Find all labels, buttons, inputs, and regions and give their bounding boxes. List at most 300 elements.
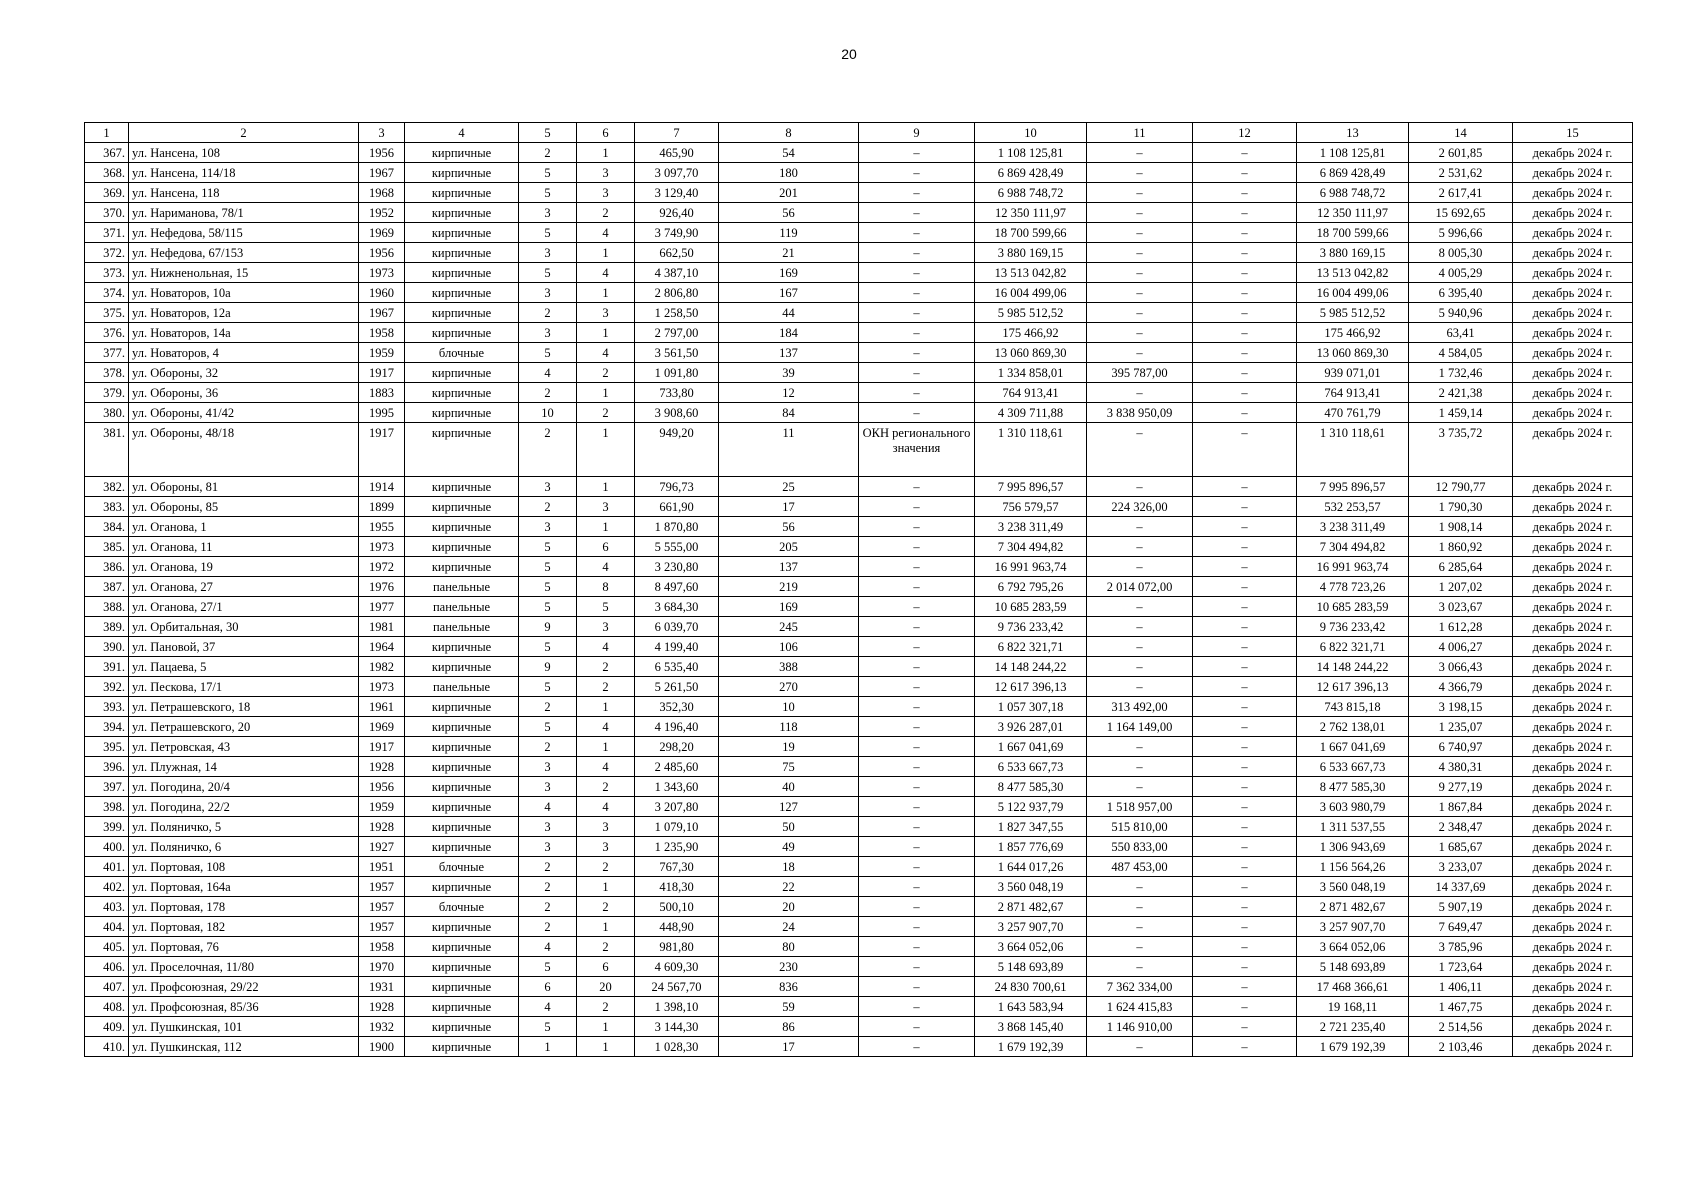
table-cell-col-7: 24 567,70 — [635, 977, 719, 997]
table-cell-col-13: 12 350 111,97 — [1297, 203, 1409, 223]
table-cell-col-2: ул. Нариманова, 78/1 — [129, 203, 359, 223]
table-cell-col-15: декабрь 2024 г. — [1513, 997, 1633, 1017]
table-cell-col-12: – — [1193, 383, 1297, 403]
table-cell-col-2: ул. Петрашевского, 20 — [129, 717, 359, 737]
table-cell-col-15: декабрь 2024 г. — [1513, 343, 1633, 363]
table-cell-col-15: декабрь 2024 г. — [1513, 243, 1633, 263]
table-cell-col-6: 1 — [577, 697, 635, 717]
table-cell-col-7: 298,20 — [635, 737, 719, 757]
table-cell-col-10: 16 004 499,06 — [975, 283, 1087, 303]
table-cell-col-3: 1931 — [359, 977, 405, 997]
table-cell-col-9: – — [859, 403, 975, 423]
table-cell-col-13: 1 679 192,39 — [1297, 1037, 1409, 1057]
table-cell-col-5: 2 — [519, 877, 577, 897]
table-cell-col-14: 2 421,38 — [1409, 383, 1513, 403]
table-cell-col-11: – — [1087, 737, 1193, 757]
table-cell-col-4: кирпичные — [405, 323, 519, 343]
table-cell-col-2: ул. Поляничко, 5 — [129, 817, 359, 837]
table-cell-col-4: кирпичные — [405, 997, 519, 1017]
table-cell-col-10: 3 257 907,70 — [975, 917, 1087, 937]
column-number-7: 7 — [635, 123, 719, 143]
table-cell-col-2: ул. Погодина, 22/2 — [129, 797, 359, 817]
table-cell-col-10: 3 880 169,15 — [975, 243, 1087, 263]
table-cell-col-7: 3 908,60 — [635, 403, 719, 423]
table-cell-col-1: 377. — [85, 343, 129, 363]
table-cell-col-15: декабрь 2024 г. — [1513, 937, 1633, 957]
table-cell-col-6: 3 — [577, 817, 635, 837]
table-cell-col-15: декабрь 2024 г. — [1513, 637, 1633, 657]
table-cell-col-5: 3 — [519, 243, 577, 263]
table-cell-col-7: 1 870,80 — [635, 517, 719, 537]
table-cell-col-6: 2 — [577, 937, 635, 957]
table-cell-col-13: 1 310 118,61 — [1297, 423, 1409, 477]
table-cell-col-11: – — [1087, 303, 1193, 323]
table-cell-col-11: 515 810,00 — [1087, 817, 1193, 837]
table-cell-col-9: – — [859, 677, 975, 697]
table-cell-col-13: 2 871 482,67 — [1297, 897, 1409, 917]
table-cell-col-9: – — [859, 657, 975, 677]
table-cell-col-1: 367. — [85, 143, 129, 163]
table-cell-col-10: 24 830 700,61 — [975, 977, 1087, 997]
table-cell-col-1: 392. — [85, 677, 129, 697]
table-cell-col-5: 4 — [519, 997, 577, 1017]
table-cell-col-6: 4 — [577, 717, 635, 737]
table-cell-col-12: – — [1193, 997, 1297, 1017]
table-cell-col-7: 3 207,80 — [635, 797, 719, 817]
table-cell-col-1: 385. — [85, 537, 129, 557]
table-cell-col-4: блочные — [405, 343, 519, 363]
table-cell-col-4: блочные — [405, 897, 519, 917]
table-cell-col-5: 4 — [519, 797, 577, 817]
table-cell-col-14: 1 723,64 — [1409, 957, 1513, 977]
table-cell-col-11: – — [1087, 477, 1193, 497]
table-cell-col-4: кирпичные — [405, 977, 519, 997]
table-cell-col-2: ул. Новаторов, 14а — [129, 323, 359, 343]
table-cell-col-8: 245 — [719, 617, 859, 637]
table-cell-col-12: – — [1193, 143, 1297, 163]
table-cell-col-7: 2 485,60 — [635, 757, 719, 777]
table-cell-col-1: 399. — [85, 817, 129, 837]
table-cell-col-3: 1973 — [359, 677, 405, 697]
table-cell-col-1: 402. — [85, 877, 129, 897]
table-cell-col-2: ул. Портовая, 76 — [129, 937, 359, 957]
table-cell-col-12: – — [1193, 977, 1297, 997]
table-cell-col-3: 1956 — [359, 143, 405, 163]
table-cell-col-12: – — [1193, 423, 1297, 477]
table-row — [85, 423, 1633, 477]
table-cell-col-12: – — [1193, 937, 1297, 957]
table-cell-col-1: 405. — [85, 937, 129, 957]
table-cell-col-12: – — [1193, 403, 1297, 423]
table-cell-col-2: ул. Обороны, 32 — [129, 363, 359, 383]
table-cell-col-10: 13 513 042,82 — [975, 263, 1087, 283]
table-cell-col-9: – — [859, 323, 975, 343]
table-cell-col-5: 3 — [519, 757, 577, 777]
table-cell-col-9: – — [859, 1037, 975, 1057]
table-cell-col-8: 137 — [719, 557, 859, 577]
table-cell-col-4: кирпичные — [405, 383, 519, 403]
table-cell-col-13: 3 257 907,70 — [1297, 917, 1409, 937]
table-cell-col-2: ул. Орбитальная, 30 — [129, 617, 359, 637]
table-cell-col-9: – — [859, 897, 975, 917]
table-cell-col-14: 15 692,65 — [1409, 203, 1513, 223]
table-cell-col-8: 24 — [719, 917, 859, 937]
table-cell-col-11: 1 164 149,00 — [1087, 717, 1193, 737]
table-cell-col-11: – — [1087, 163, 1193, 183]
table-cell-col-6: 3 — [577, 837, 635, 857]
table-cell-col-15: декабрь 2024 г. — [1513, 617, 1633, 637]
table-cell-col-7: 3 684,30 — [635, 597, 719, 617]
table-cell-col-15: декабрь 2024 г. — [1513, 897, 1633, 917]
table-cell-col-7: 3 097,70 — [635, 163, 719, 183]
table-row — [85, 343, 1633, 363]
table-cell-col-15: декабрь 2024 г. — [1513, 797, 1633, 817]
table-cell-col-3: 1899 — [359, 497, 405, 517]
table-cell-col-10: 3 238 311,49 — [975, 517, 1087, 537]
table-cell-col-3: 1982 — [359, 657, 405, 677]
table-cell-col-9: – — [859, 697, 975, 717]
table-cell-col-2: ул. Пушкинская, 101 — [129, 1017, 359, 1037]
table-cell-col-1: 406. — [85, 957, 129, 977]
table-cell-col-13: 14 148 244,22 — [1297, 657, 1409, 677]
table-cell-col-7: 500,10 — [635, 897, 719, 917]
table-cell-col-15: декабрь 2024 г. — [1513, 143, 1633, 163]
table-cell-col-7: 352,30 — [635, 697, 719, 717]
table-cell-col-5: 3 — [519, 817, 577, 837]
table-cell-col-3: 1995 — [359, 403, 405, 423]
table-cell-col-1: 378. — [85, 363, 129, 383]
table-cell-col-11: 2 014 072,00 — [1087, 577, 1193, 597]
table-cell-col-13: 1 156 564,26 — [1297, 857, 1409, 877]
table-cell-col-15: декабрь 2024 г. — [1513, 657, 1633, 677]
table-cell-col-6: 4 — [577, 757, 635, 777]
table-cell-col-8: 39 — [719, 363, 859, 383]
table-cell-col-8: 119 — [719, 223, 859, 243]
table-cell-col-4: кирпичные — [405, 1037, 519, 1057]
table-cell-col-1: 369. — [85, 183, 129, 203]
table-cell-col-5: 4 — [519, 363, 577, 383]
table-cell-col-2: ул. Новаторов, 10а — [129, 283, 359, 303]
table-cell-col-1: 403. — [85, 897, 129, 917]
table-cell-col-6: 4 — [577, 343, 635, 363]
table-cell-col-10: 1 643 583,94 — [975, 997, 1087, 1017]
table-cell-col-10: 1 108 125,81 — [975, 143, 1087, 163]
table-row — [85, 797, 1633, 817]
table-cell-col-3: 1960 — [359, 283, 405, 303]
table-row — [85, 477, 1633, 497]
table-cell-col-1: 394. — [85, 717, 129, 737]
table-cell-col-8: 17 — [719, 1037, 859, 1057]
table-cell-col-8: 86 — [719, 1017, 859, 1037]
table-cell-col-5: 3 — [519, 837, 577, 857]
table-cell-col-8: 118 — [719, 717, 859, 737]
table-cell-col-2: ул. Нансена, 118 — [129, 183, 359, 203]
table-cell-col-4: кирпичные — [405, 243, 519, 263]
table-cell-col-14: 6 285,64 — [1409, 557, 1513, 577]
table-cell-col-6: 6 — [577, 537, 635, 557]
table-cell-col-9: – — [859, 777, 975, 797]
table-cell-col-8: 219 — [719, 577, 859, 597]
table-cell-col-5: 5 — [519, 717, 577, 737]
table-cell-col-15: декабрь 2024 г. — [1513, 877, 1633, 897]
table-cell-col-4: кирпичные — [405, 657, 519, 677]
table-cell-col-15: декабрь 2024 г. — [1513, 403, 1633, 423]
table-cell-col-6: 2 — [577, 203, 635, 223]
table-cell-col-11: – — [1087, 897, 1193, 917]
table-cell-col-3: 1981 — [359, 617, 405, 637]
table-cell-col-11: – — [1087, 877, 1193, 897]
table-cell-col-4: кирпичные — [405, 837, 519, 857]
table-cell-col-5: 1 — [519, 1037, 577, 1057]
table-cell-col-1: 388. — [85, 597, 129, 617]
table-cell-col-5: 5 — [519, 537, 577, 557]
table-cell-col-3: 1956 — [359, 777, 405, 797]
table-cell-col-8: 20 — [719, 897, 859, 917]
table-cell-col-1: 408. — [85, 997, 129, 1017]
table-cell-col-13: 939 071,01 — [1297, 363, 1409, 383]
table-cell-col-13: 4 778 723,26 — [1297, 577, 1409, 597]
column-number-5: 5 — [519, 123, 577, 143]
table-cell-col-10: 1 310 118,61 — [975, 423, 1087, 477]
table-cell-col-4: кирпичные — [405, 757, 519, 777]
table-cell-col-13: 743 815,18 — [1297, 697, 1409, 717]
table-cell-col-8: 22 — [719, 877, 859, 897]
table-cell-col-9: – — [859, 597, 975, 617]
table-cell-col-3: 1928 — [359, 817, 405, 837]
table-cell-col-2: ул. Обороны, 81 — [129, 477, 359, 497]
table-cell-col-13: 10 685 283,59 — [1297, 597, 1409, 617]
table-cell-col-15: декабрь 2024 г. — [1513, 263, 1633, 283]
table-cell-col-5: 3 — [519, 517, 577, 537]
table-cell-col-8: 836 — [719, 977, 859, 997]
table-cell-col-5: 2 — [519, 737, 577, 757]
table-cell-col-4: кирпичные — [405, 1017, 519, 1037]
table-cell-col-12: – — [1193, 183, 1297, 203]
table-cell-col-1: 374. — [85, 283, 129, 303]
table-cell-col-12: – — [1193, 817, 1297, 837]
table-cell-col-12: – — [1193, 737, 1297, 757]
table-cell-col-8: 184 — [719, 323, 859, 343]
table-cell-col-1: 383. — [85, 497, 129, 517]
table-cell-col-6: 2 — [577, 997, 635, 1017]
table-cell-col-14: 1 612,28 — [1409, 617, 1513, 637]
table-cell-col-9: – — [859, 737, 975, 757]
table-cell-col-14: 1 235,07 — [1409, 717, 1513, 737]
table-cell-col-7: 3 749,90 — [635, 223, 719, 243]
table-cell-col-13: 7 304 494,82 — [1297, 537, 1409, 557]
table-cell-col-14: 3 023,67 — [1409, 597, 1513, 617]
table-cell-col-7: 448,90 — [635, 917, 719, 937]
table-cell-col-13: 5 985 512,52 — [1297, 303, 1409, 323]
table-cell-col-12: – — [1193, 677, 1297, 697]
table-cell-col-12: – — [1193, 363, 1297, 383]
table-cell-col-8: 230 — [719, 957, 859, 977]
table-cell-col-15: декабрь 2024 г. — [1513, 383, 1633, 403]
table-cell-col-5: 5 — [519, 557, 577, 577]
table-cell-col-5: 2 — [519, 383, 577, 403]
table-cell-col-1: 368. — [85, 163, 129, 183]
table-row — [85, 283, 1633, 303]
table-cell-col-11: 1 518 957,00 — [1087, 797, 1193, 817]
table-cell-col-5: 2 — [519, 143, 577, 163]
table-cell-col-2: ул. Оганова, 27/1 — [129, 597, 359, 617]
table-cell-col-9: – — [859, 977, 975, 997]
table-cell-col-15: декабрь 2024 г. — [1513, 477, 1633, 497]
table-cell-col-7: 796,73 — [635, 477, 719, 497]
table-header — [85, 123, 1633, 143]
table-cell-col-15: декабрь 2024 г. — [1513, 757, 1633, 777]
table-cell-col-9: – — [859, 163, 975, 183]
table-cell-col-12: – — [1193, 1037, 1297, 1057]
table-cell-col-2: ул. Пановой, 37 — [129, 637, 359, 657]
table-cell-col-7: 1 235,90 — [635, 837, 719, 857]
table-cell-col-11: 7 362 334,00 — [1087, 977, 1193, 997]
table-row — [85, 657, 1633, 677]
table-cell-col-14: 4 366,79 — [1409, 677, 1513, 697]
table-cell-col-3: 1976 — [359, 577, 405, 597]
table-cell-col-10: 6 792 795,26 — [975, 577, 1087, 597]
table-cell-col-13: 13 513 042,82 — [1297, 263, 1409, 283]
table-cell-col-9: – — [859, 877, 975, 897]
table-cell-col-7: 2 797,00 — [635, 323, 719, 343]
column-number-row — [85, 123, 1633, 143]
table-cell-col-8: 54 — [719, 143, 859, 163]
table-cell-col-1: 409. — [85, 1017, 129, 1037]
column-number-12: 12 — [1193, 123, 1297, 143]
table-cell-col-1: 386. — [85, 557, 129, 577]
table-cell-col-15: декабрь 2024 г. — [1513, 203, 1633, 223]
table-cell-col-14: 1 732,46 — [1409, 363, 1513, 383]
table-cell-col-15: декабрь 2024 г. — [1513, 777, 1633, 797]
table-cell-col-11: – — [1087, 637, 1193, 657]
table-cell-col-10: 1 827 347,55 — [975, 817, 1087, 837]
table-cell-col-8: 49 — [719, 837, 859, 857]
table-cell-col-7: 662,50 — [635, 243, 719, 263]
table-cell-col-14: 4 006,27 — [1409, 637, 1513, 657]
table-cell-col-1: 390. — [85, 637, 129, 657]
table-cell-col-10: 1 644 017,26 — [975, 857, 1087, 877]
table-cell-col-7: 4 387,10 — [635, 263, 719, 283]
table-cell-col-8: 205 — [719, 537, 859, 557]
table-cell-col-9: – — [859, 997, 975, 1017]
table-cell-col-3: 1970 — [359, 957, 405, 977]
table-cell-col-7: 733,80 — [635, 383, 719, 403]
table-cell-col-7: 4 196,40 — [635, 717, 719, 737]
table-cell-col-10: 9 736 233,42 — [975, 617, 1087, 637]
table-cell-col-8: 180 — [719, 163, 859, 183]
table-cell-col-7: 3 144,30 — [635, 1017, 719, 1037]
table-row — [85, 363, 1633, 383]
table-cell-col-3: 1969 — [359, 223, 405, 243]
table-cell-col-11: 550 833,00 — [1087, 837, 1193, 857]
table-cell-col-13: 6 533 667,73 — [1297, 757, 1409, 777]
table-cell-col-3: 1883 — [359, 383, 405, 403]
table-cell-col-4: кирпичные — [405, 423, 519, 477]
table-cell-col-13: 2 762 138,01 — [1297, 717, 1409, 737]
table-cell-col-14: 5 996,66 — [1409, 223, 1513, 243]
column-number-3: 3 — [359, 123, 405, 143]
table-cell-col-11: – — [1087, 617, 1193, 637]
table-cell-col-9: – — [859, 243, 975, 263]
table-row — [85, 163, 1633, 183]
table-cell-col-4: кирпичные — [405, 143, 519, 163]
table-cell-col-4: кирпичные — [405, 403, 519, 423]
table-cell-col-7: 6 039,70 — [635, 617, 719, 637]
table-row — [85, 697, 1633, 717]
table-cell-col-2: ул. Оганова, 1 — [129, 517, 359, 537]
table-cell-col-2: ул. Портовая, 182 — [129, 917, 359, 937]
table-cell-col-7: 6 535,40 — [635, 657, 719, 677]
table-cell-col-14: 1 207,02 — [1409, 577, 1513, 597]
table-cell-col-7: 3 129,40 — [635, 183, 719, 203]
table-cell-col-15: декабрь 2024 г. — [1513, 837, 1633, 857]
table-cell-col-4: кирпичные — [405, 163, 519, 183]
table-cell-col-4: кирпичные — [405, 797, 519, 817]
table-cell-col-4: кирпичные — [405, 957, 519, 977]
column-number-10: 10 — [975, 123, 1087, 143]
table-cell-col-7: 8 497,60 — [635, 577, 719, 597]
table-cell-col-4: кирпичные — [405, 717, 519, 737]
table-cell-col-1: 400. — [85, 837, 129, 857]
table-cell-col-3: 1959 — [359, 343, 405, 363]
table-cell-col-14: 5 940,96 — [1409, 303, 1513, 323]
table-cell-col-14: 1 908,14 — [1409, 517, 1513, 537]
table-cell-col-2: ул. Петровская, 43 — [129, 737, 359, 757]
table-cell-col-10: 6 988 748,72 — [975, 183, 1087, 203]
table-cell-col-1: 397. — [85, 777, 129, 797]
table-cell-col-14: 14 337,69 — [1409, 877, 1513, 897]
table-cell-col-9: – — [859, 637, 975, 657]
table-cell-col-7: 5 555,00 — [635, 537, 719, 557]
table-cell-col-9: – — [859, 223, 975, 243]
table-row — [85, 303, 1633, 323]
table-cell-col-12: – — [1193, 657, 1297, 677]
table-cell-col-8: 21 — [719, 243, 859, 263]
table-cell-col-5: 2 — [519, 917, 577, 937]
table-cell-col-5: 2 — [519, 857, 577, 877]
table-cell-col-10: 5 985 512,52 — [975, 303, 1087, 323]
table-cell-col-1: 401. — [85, 857, 129, 877]
table-cell-col-12: – — [1193, 877, 1297, 897]
table-cell-col-15: декабрь 2024 г. — [1513, 363, 1633, 383]
table-cell-col-8: 10 — [719, 697, 859, 717]
table-cell-col-6: 2 — [577, 677, 635, 697]
table-cell-col-10: 1 057 307,18 — [975, 697, 1087, 717]
table-cell-col-10: 7 304 494,82 — [975, 537, 1087, 557]
table-cell-col-11: 224 326,00 — [1087, 497, 1193, 517]
table-cell-col-9: – — [859, 817, 975, 837]
table-cell-col-10: 5 122 937,79 — [975, 797, 1087, 817]
table-cell-col-3: 1969 — [359, 717, 405, 737]
table-cell-col-4: панельные — [405, 597, 519, 617]
table-cell-col-6: 1 — [577, 517, 635, 537]
table-cell-col-8: 84 — [719, 403, 859, 423]
table-cell-col-11: 3 838 950,09 — [1087, 403, 1193, 423]
table-cell-col-13: 6 869 428,49 — [1297, 163, 1409, 183]
table-cell-col-5: 5 — [519, 957, 577, 977]
table-row — [85, 263, 1633, 283]
table-cell-col-9: – — [859, 203, 975, 223]
table-cell-col-7: 1 343,60 — [635, 777, 719, 797]
table-cell-col-14: 2 514,56 — [1409, 1017, 1513, 1037]
table-cell-col-2: ул. Погодина, 20/4 — [129, 777, 359, 797]
table-cell-col-9: – — [859, 917, 975, 937]
table-cell-col-8: 11 — [719, 423, 859, 477]
table-cell-col-6: 2 — [577, 403, 635, 423]
table-row — [85, 637, 1633, 657]
table-cell-col-3: 1917 — [359, 363, 405, 383]
table-cell-col-4: кирпичные — [405, 263, 519, 283]
